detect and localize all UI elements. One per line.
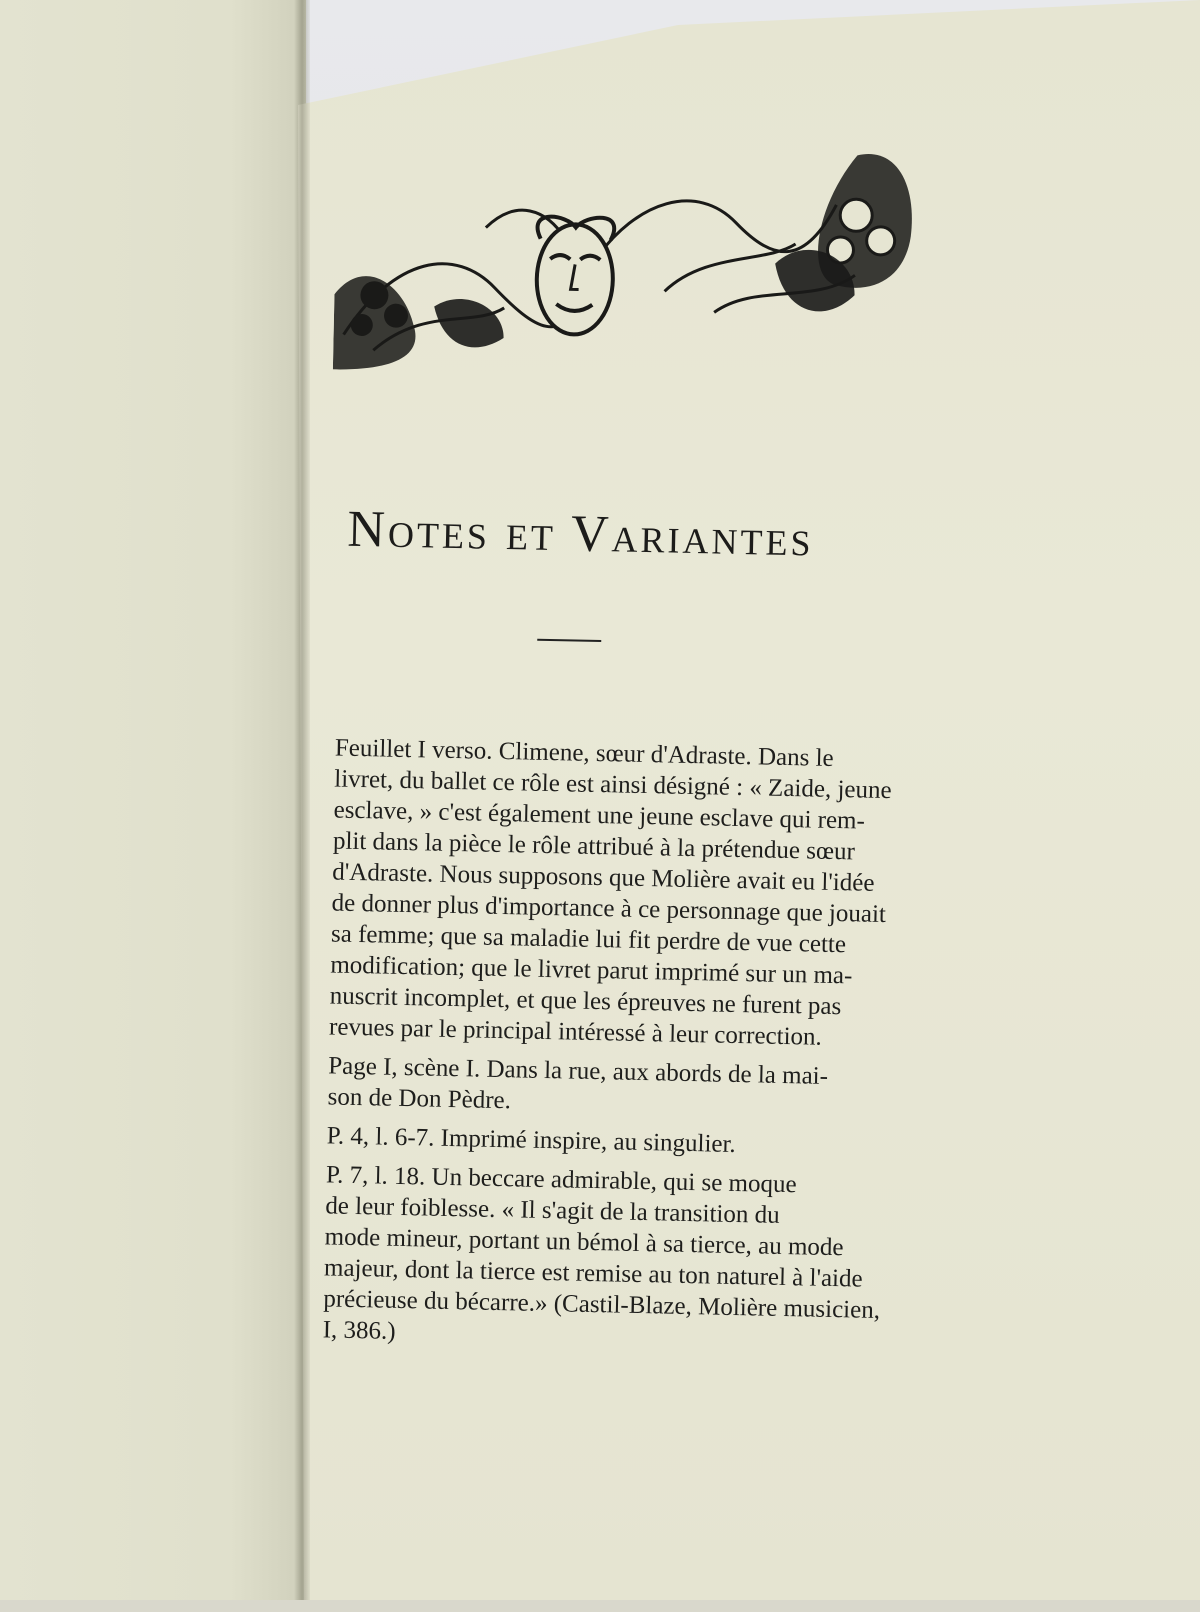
text-line: P. 7, l. 18. Un beccare admirable, qui se moque bbox=[325, 1161, 797, 1199]
page-title: Notes et Variantes bbox=[346, 500, 815, 568]
text-line: d'Adraste. Nous supposons que Molière avait eu l'idée bbox=[332, 858, 875, 897]
note-paragraph-4 bbox=[322, 1159, 886, 1357]
text-line: plit dans la pièce le rôle attribué à la prétendue sœur bbox=[332, 827, 856, 866]
text-line: esclave, » c'est également une jeune esclave qui rem- bbox=[333, 796, 866, 835]
text-line: Feuillet I verso. Climene, sœur d'Adraste. Dans le bbox=[334, 734, 834, 772]
text-line: mode mineur, portant un bémol à sa tierce, au mode bbox=[324, 1223, 844, 1262]
text-line: de donner plus d'importance à ce personnage que jouait bbox=[331, 889, 887, 929]
note-paragraph-1 bbox=[329, 733, 895, 1055]
text-line: Page I, scène I. Dans la rue, aux abords de la mai- bbox=[327, 1052, 829, 1090]
text-line: sa femme; que sa maladie lui fit perdre de vue cette bbox=[330, 920, 847, 959]
ornamental-headpiece bbox=[333, 134, 918, 381]
left-page bbox=[0, 0, 306, 1600]
text-line: de leur foiblesse. « Il s'agit de la transition du bbox=[325, 1192, 780, 1229]
text-line: majeur, dont la tierce est remise au ton naturel à l'aide bbox=[323, 1254, 863, 1293]
mask-face-icon bbox=[535, 216, 614, 335]
text-line: I, 386.) bbox=[322, 1316, 396, 1345]
text-line: nuscrit incomplet, et que les épreuves ne furent pas bbox=[329, 982, 842, 1021]
note-paragraph-3 bbox=[326, 1120, 887, 1163]
page-content bbox=[279, 0, 1200, 1612]
text-line: son de Don Pèdre. bbox=[327, 1083, 512, 1115]
text-line: revues par le principal intéressé à leur correction. bbox=[328, 1013, 823, 1051]
text-line: livret, du ballet ce rôle est ainsi désigné : « Zaide, jeune bbox=[334, 765, 892, 805]
text-line: P. 4, l. 6-7. Imprimé inspire, au singulier. bbox=[326, 1122, 736, 1158]
text-line: précieuse du bécarre.» (Castil-Blaze, Molière musicien, bbox=[323, 1285, 881, 1325]
notes-text bbox=[322, 733, 895, 1366]
note-paragraph-2 bbox=[327, 1050, 888, 1124]
text-line: modification; que le livret parut imprimé sur un ma- bbox=[330, 951, 853, 990]
title-rule bbox=[537, 639, 601, 642]
